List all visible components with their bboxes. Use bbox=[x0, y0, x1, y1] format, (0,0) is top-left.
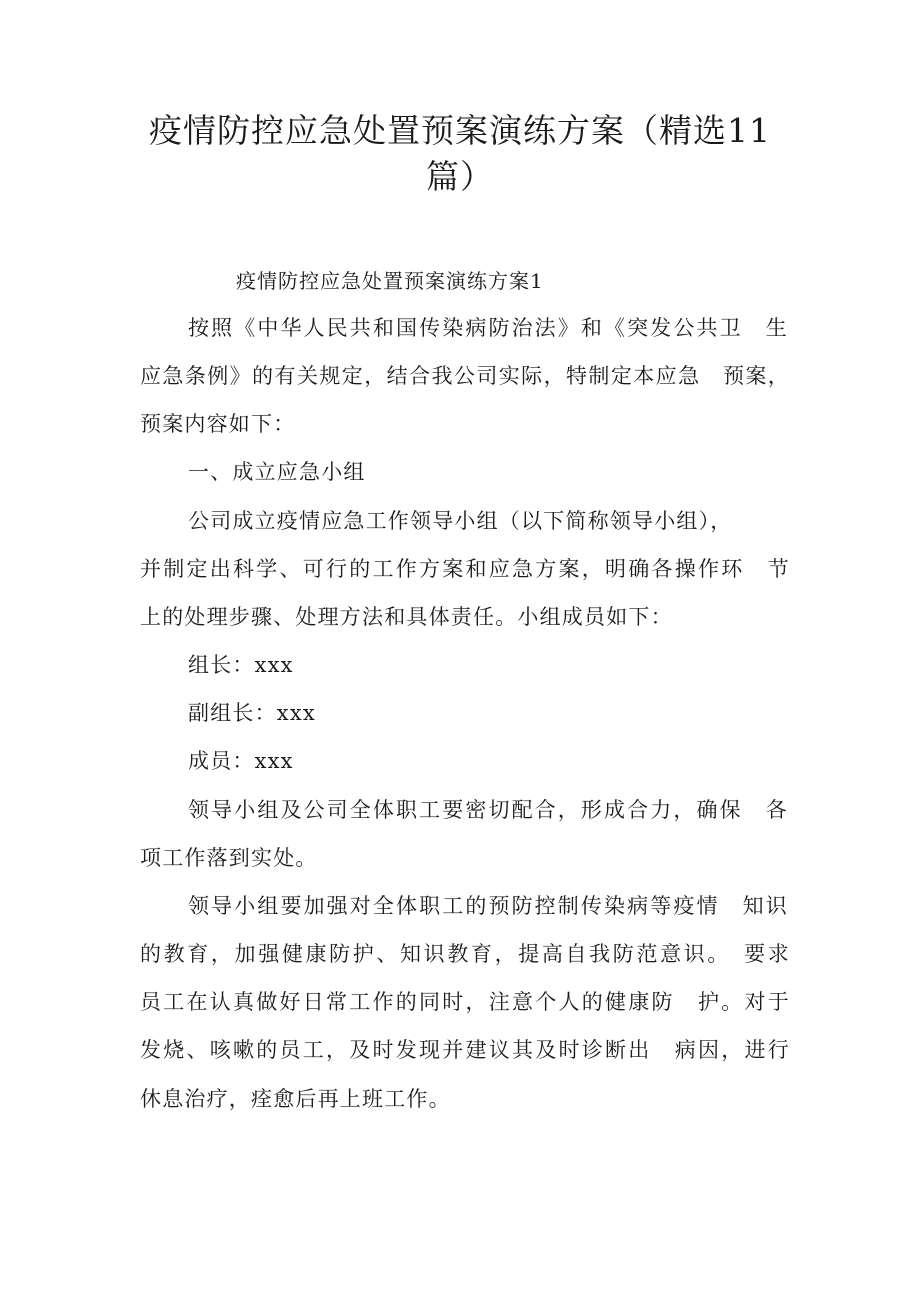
vice-leader-line: 副组长：xxx bbox=[188, 701, 316, 725]
paragraph-line: 领导小组及公司全体职工要密切配合，形成合力，确保 各 bbox=[188, 798, 788, 822]
leader-line: 组长：xxx bbox=[188, 653, 294, 677]
paragraph-line: 项工作落到实处。 bbox=[140, 846, 318, 870]
paragraph-line: 预案内容如下： bbox=[140, 412, 296, 436]
paragraph-line: 按照《中华人民共和国传染病防治法》和《突发公共卫 生 bbox=[188, 316, 788, 340]
document-title-line-2: 篇） bbox=[426, 157, 494, 196]
document-title-line-1: 疫情防控应急处置预案演练方案（精选11 bbox=[149, 111, 771, 150]
paragraph-line: 休息治疗，痊愈后再上班工作。 bbox=[140, 1087, 451, 1111]
section-title: 疫情防控应急处置预案演练方案1 bbox=[236, 269, 544, 293]
paragraph-line: 的教育，加强健康防护、知识教育，提高自我防范意识。 要求 bbox=[140, 942, 790, 966]
paragraph-line: 公司成立疫情应急工作领导小组（以下简称领导小组）， bbox=[188, 509, 733, 533]
paragraph-line: 领导小组要加强对全体职工的预防控制传染病等疫情 知识 bbox=[188, 894, 788, 918]
paragraph-line: 上的处理步骤、处理方法和具体责任。小组成员如下： bbox=[140, 605, 673, 629]
document-title bbox=[140, 108, 780, 200]
paragraph-line: 员工在认真做好日常工作的同时，注意个人的健康防 护。对于 bbox=[140, 990, 790, 1014]
section-heading: 一、成立应急小组 bbox=[188, 460, 366, 484]
paragraph-line: 应急条例》的有关规定，结合我公司实际，特制定本应急 预案， bbox=[140, 364, 790, 388]
paragraph-line: 发烧、咳嗽的员工，及时发现并建议其及时诊断出 病因，进行 bbox=[140, 1038, 790, 1062]
paragraph-line: 并制定出科学、可行的工作方案和应急方案，明确各操作环 节 bbox=[140, 557, 790, 581]
members-line: 成员：xxx bbox=[188, 749, 294, 773]
